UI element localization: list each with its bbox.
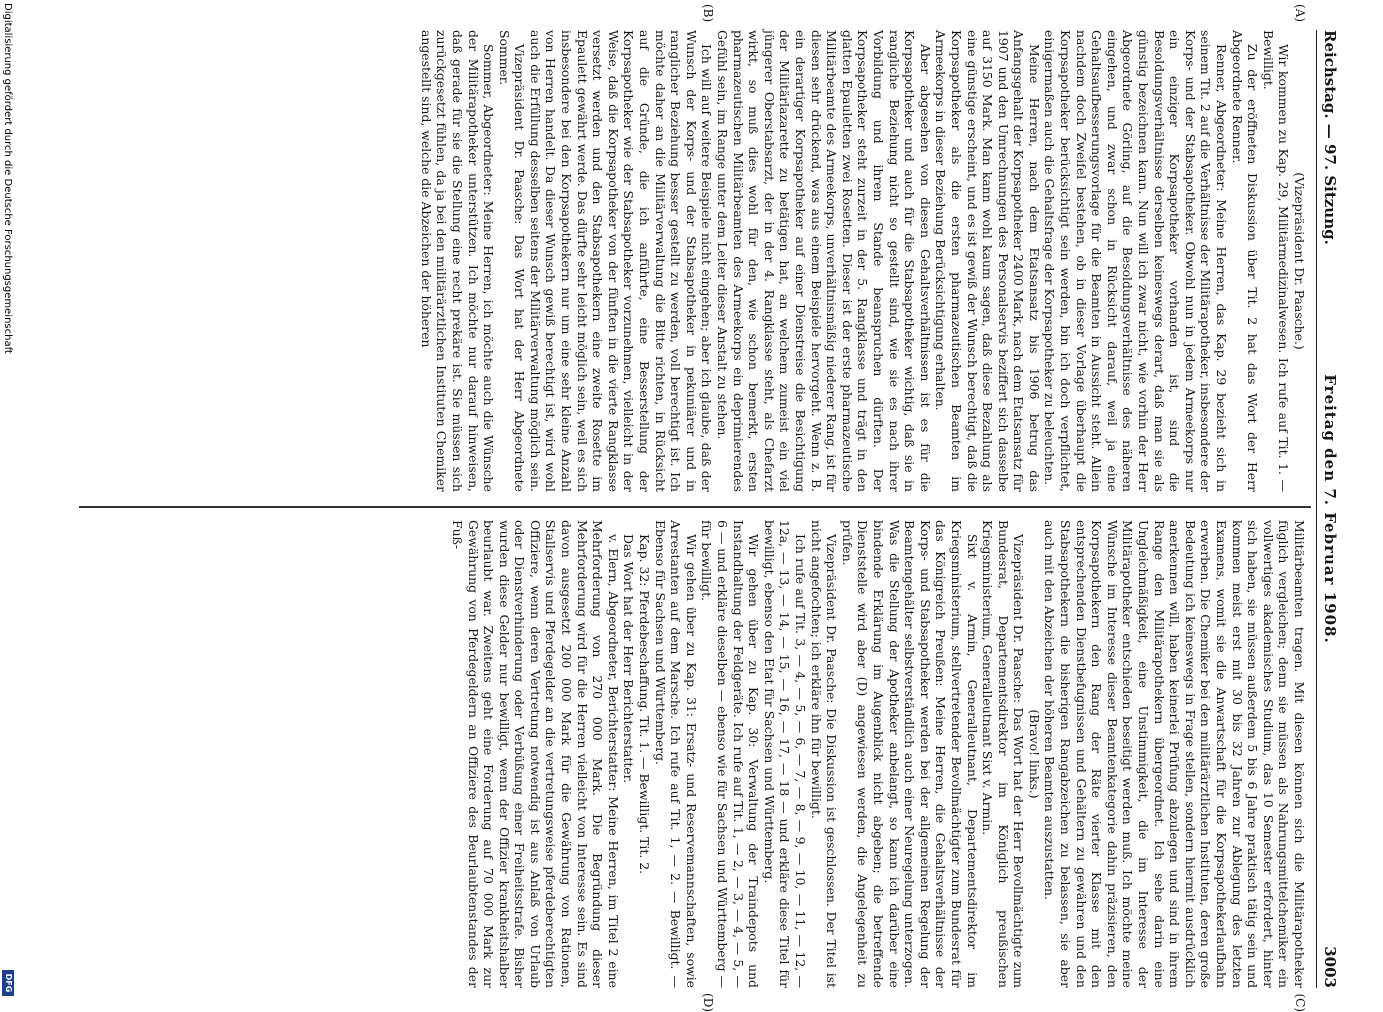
paragraph: Ich will auf weitere Beispiele nicht eingehen; aber ich glaube, daß der Wunsch der Korps- und der Stabsapotheker in pekuniärer und in ranglicher Beziehung besser gestellt zu werden, voll berechtigt ist. Ich möchte daher an die Militärverwaltung die Bitte richten, in Rücksicht auf die Gründe, die ich anführte, eine Besserstellung der Korpsapotheker wie der Stabsapotheker vorzunehmen, vielleicht in der Weise, daß die Korpsapotheker von der fünften in die vierte Rangklasse versetzt werden und den Stabsapothekern eine zweite Rosette im Epaulett gewährt werde. Das dürfte sehr leicht möglich sein, weil es sich insbesondere bei den Korpsapothekern nur um eine sehr kleine Anzahl von Herren handelt. Da dieser Wunsch gewiß berechtigt ist, wird wohl auch die Erfüllung desselben seitens der Militärverwaltung möglich sein. (527, 30, 715, 492)
right-column (77, 520, 1307, 988)
margin-mark-a: (A) (1293, 4, 1307, 23)
paragraph: Das Wort hat der Herr Berichterstatter. (621, 534, 637, 784)
margin-mark-d: (D) (701, 993, 715, 1012)
speech-paragraph: Vizepräsident Dr. Paasche: Das Wort hat der Herr Abgeordnete Sommer. (496, 30, 528, 492)
paragraph: Wir kommen zu Kap. 29, Militärmedizinalwesen. Ich rufe auf Tit. 1. — Bewilligt. (1260, 30, 1292, 492)
paragraph: Wir gehen über zu Kap. 30: Verwaltung der Traindepots und Instandhaltung der Feldgeräte. Ich rufe auf Tit. 1, — 2, — 3, — 4, — 5, — 6 — und erkläre dieselben — ebenso wie für Sachsen und Württemberg — für bewilligt. (699, 520, 762, 988)
paragraph: Meine Herren, nach dem Etatsansatz bis 1906 betrug das Anfangsgehalt der Korpsapotheker 2400 Mark, nach dem Etatsansatz für 1907 und den Umrechnungen des Personalservis beziffert sich dasselbe auf 3150 Mark. Man kann wohl kaum sagen, daß diese Bezahlung als eine günstige erscheint, und es ist gewiß der Wunsch berechtigt, daß die Korpsapotheker als die ersten pharmazeutischen Beamten im Armeekorps in dieser Beziehung Berücksichtigung erhalten. (933, 30, 1042, 493)
speech-paragraph: Sixt v. Armin, Generalleutnant, Departementsdirektor im Kriegsministerium, stellvertretender Bevollmächtigter zum Bundesrat für das Königreich Preußen: Meine Herren, die Gehaltsverhältnisse der Korps- und Stabsapotheker werden bei der allgemeinen Regelung der Beamtengehälter selbstverständlich auch einer Neuregelung unterzogen. Was die Stellung der Apotheker anbelangt, so kann ich darüber eine bindende Erklärung im Augenblick nicht abgeben; die betreffende Dienststelle wird aber (D) angewiesen werden, die Angelegenheit zu prüfen. (839, 520, 980, 988)
paragraph: Ich rufe auf Tit. 3, — 4, — 5, — 6, — 7, — 8, — 9, — 10, — 11, — 12, — 12a, — 13, — 14, — 15, — 16, — 17, — 18 — und erkläre diese Titel für bewilligt, ebenso den Etat für Sachsen und Württemberg. (761, 520, 808, 988)
paragraph: Wir gehen über zu Kap. 31: Ersatz- und Reservemannschaften, sowie Arrestanten auf dem Marsche. Ich rufe auf Tit. 1, — 2. — Bewilligt. — Ebenso für Sachsen und Württemberg. (652, 520, 699, 988)
paragraph: Militärbeamten tragen. Mit diesen können sich die Militärapotheker füglich vergleichen; denn sie müssen als Nahrungsmittelchemiker ein vollwertiges akademisches Studium, das 10 Semester erfordert, hinter sich haben, sie müssen außerdem 5 bis 6 Jahre praktisch tätig sein und kommen meist erst mit 30 bis 32 Jahren zur Ablegung des letzten Examens, womit sie die Anwartschaft für die Korpsapothekerlaufbahn erwerben. Die Chemiker bei den militärärztlichen Instituten, deren große Bedeutung ich keineswegs in Frage stellen, sondern hiermit ausdrücklich anerkennen will, haben keinerlei Prüfung abzulegen und sind in ihrem Range den Militärapothekern übergeordnet. Ich sehe darin eine Ungleichmäßigkeit, eine Unstimmigkeit, die im Interesse der Militärapotheker entschieden beseitigt werden muß. Ich möchte meine Wünsche im Interesse dieser Beamtenkategorie dahin präzisieren, den Korpsapothekern den Rang der Räte vierter Klasse mit den entsprechenden Dienstbefugnissen und Gehältern zu gewähren und den Stabsapothekern die bisherigen Rangabzeichen zu belassen, sie aber auch mit den Abzeichen der höheren Beamten auszustatten. (1042, 520, 1307, 988)
header-session: Reichstag. — 97. Sitzung. (1321, 30, 1339, 245)
speech-paragraph: Vizepräsident Dr. Paasche: Die Diskussion ist geschlossen. Der Titel ist nicht angefochten; ich erkläre ihn für bewilligt. (808, 520, 840, 988)
header-page-number: 3003 (1321, 946, 1339, 988)
paragraph: Kap. 32: Pferdebeschaffung. Tit. 1. — Bewilligt. Tit. 2. (637, 534, 653, 875)
speech-paragraph: v. Elern, Abgeordneter, Berichterstatter: Meine Herren, im Titel 2 eine Mehrforderung von 270 000 Mark. Die Begründung dieser Mehrforderung wird für die Herren vielleicht von Interesse sein. Es sind davon ausgesetzt 200 000 Mark für die Gewährung von Rationen, Stallservis und Pferdegelder an die vertretungsweise pferdeberechtigten Offiziere, wenn deren Vertretung notwendig ist aus Anlaß von Urlaub oder Dienstverhinderung oder Verbüßung einer Freiheitsstrafe. Bisher wurden diese Gelder nur bewilligt, wenn der Offizier krankheitshalber beurlaubt war. Zweitens geht eine Forderung auf 70 000 Mark zur Gewährung von Pferdegeldern an Offiziere des Beurlaubtenstandes der Fuß- (449, 520, 621, 988)
paragraph: Zu der eröffneten Diskussion über Tit. 2 hat das Wort der Herr Abgeordnete Renner. (1229, 30, 1261, 492)
applause-note: (Bravo! links.) (1026, 709, 1042, 799)
paragraph: (Vizepräsident Dr. Paasche.) (1292, 172, 1307, 350)
digitization-footer (0, 0, 13, 1000)
paragraph: Aber abgesehen von diesen Gehaltsverhältnissen ist es für die Korpsapotheker und auch für die Stabsapotheker wichtig, daß sie in rangliche Beziehung nicht so gestellt sind, wie sie es nach ihrer Vorbildung und ihrem Stande beanspruchen dürften. Der Korpsapotheker steht zurzeit in der 5. Rangklasse und trägt in den glatten Epauletten zwei Rosetten. Dieser ist der erste pharmazeutische Militärbeamte des Armeekorps, unverhältnismäßig niederer Rang, ist für diesen sehr drückend, was aus einem Beispiele hervorgeht. Wenn z. B. ein derartiger Korpsapotheker auf einer Dienstreise die Besichtigung der Militärlazarette zu betätigen hat, an welchem zumeist ein viel jüngerer Oberstabsarzt, der in der 4. Rangklasse steht, als Chefarzt wirkt, so muß dies wohl für den, wie schon bemerkt, ersten pharmazeutischen Militärbeamten des Armeekorps ein deprimierendes Gefühl sein, im Range unter dem Leiter dieser Anstalt zu stehen. (715, 30, 933, 492)
page-header (1316, 30, 1341, 988)
header-date: Freitag den 7. Februar 1908. (1321, 374, 1339, 644)
speech-paragraph: Renner, Abgeordneter: Meine Herren, das Kap. 29 bezieht sich in seinem Tit. 2 auf die Verhältnisse der Militärapotheker, insbesondere der Korps- und der Stabsapotheker. Obwohl nun in jedem Armeekorps nur ein einziger Korpsapotheker vorhanden ist, sind die Besoldungsverhältnisse derselben keineswegs derart, daß man sie als günstig bezeichnen kann. Nun will ich zwar nicht, wie vorhin der Herr Abgeordnete Görling, auf die Besoldungsverhältnisse des näheren eingehen, und zwar schon in Rücksicht darauf, weil ja eine Gehaltsaufbesserungsvorlage für die Beamten in Aussicht steht. Allein nachdem doch Zweifel bestehen, ob in dieser Vorlage überhaupt die Korpsapotheker berücksichtigt sein werden, bin ich doch verpflichtet, einigermaßen auch die Gehaltsfrage der Korpsapotheker zu beleuchten. (1042, 30, 1230, 492)
reichstag-page (75, 4, 1341, 1012)
margin-mark-b: (B) (701, 4, 715, 23)
speech-paragraph: Vizepräsident Dr. Paasche: Das Wort hat der Herr Bevollmächtigte zum Bundesrat, Departementsdirektor im Königlich preußischen Kriegsministerium, Generalleutnant Sixt v. Armin. (980, 520, 1027, 988)
left-column (77, 30, 1307, 492)
funding-note: Digitalisierung gefördert durch die Deutsche Forschungsgemeinschaft (2, 3, 13, 354)
margin-mark-c: (C) (1293, 993, 1307, 1012)
column-divider (79, 506, 1311, 508)
dfg-logo: DFG (2, 970, 14, 996)
speech-paragraph: Sommer, Abgeordneter: Meine Herren, ich möchte auch die Wünsche der Militärapotheker unterstützen. Ich möchte nur darauf hinweisen, daß gerade für sie die Stellung eine recht prekäre ist. Sie müssen sich zurückgesetzt fühlen, da ja bei den militärärztlichen Instituten Chemiker angestellt sind, welche die Abzeichen der höheren (418, 30, 497, 492)
